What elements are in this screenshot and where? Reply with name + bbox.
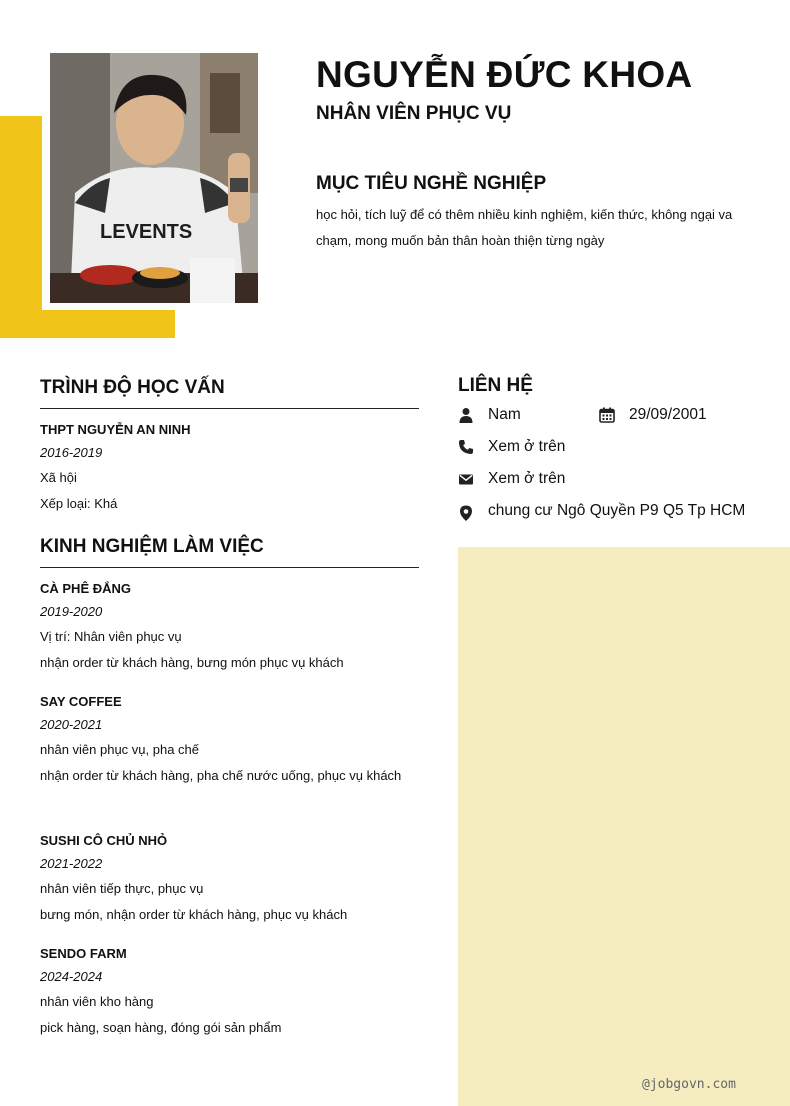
school-name: THPT NGUYỄN AN NINH xyxy=(40,422,191,437)
education-years: 2016-2019 xyxy=(40,445,103,460)
experience-detail: nhân viên phục vụ, pha chế xyxy=(40,742,200,757)
contact-email xyxy=(458,469,658,489)
experience-entry xyxy=(40,832,419,928)
mail-icon xyxy=(458,471,474,487)
profile-photo xyxy=(50,53,258,303)
experience-detail: bưng món, nhận order từ khách hàng, phục vụ khách xyxy=(40,907,348,922)
company-name: SUSHI CÔ CHỦ NHỎ xyxy=(40,833,168,848)
experience-years: 2019-2020 xyxy=(40,604,103,619)
experience-detail: nhận order từ khách hàng, pha chế nước uống, phục vụ khách xyxy=(40,768,402,783)
experience-years: 2020-2021 xyxy=(40,717,103,732)
experience-detail: Vị trí: Nhân viên phục vụ xyxy=(40,629,182,644)
location-pin-icon xyxy=(458,504,474,522)
education-heading: TRÌNH ĐỘ HỌC VẤN xyxy=(40,377,225,398)
candidate-name: NGUYỄN ĐỨC KHOA xyxy=(316,54,693,95)
experience-years: 2021-2022 xyxy=(40,856,103,871)
desired-position: NHÂN VIÊN PHỤC VỤ xyxy=(316,103,512,124)
education-detail: Xếp loại: Khá xyxy=(40,496,118,511)
watermark: @jobgovn.com xyxy=(642,1077,736,1092)
contact-gender xyxy=(458,405,588,425)
accent-bar-horizontal xyxy=(0,310,175,338)
objective-heading: MỤC TIÊU NGHỀ NGHIỆP xyxy=(316,173,547,194)
calendar-icon xyxy=(599,407,615,423)
experience-heading: KINH NGHIỆM LÀM VIỆC xyxy=(40,536,264,557)
company-name: CÀ PHÊ ĐẮNG xyxy=(40,581,132,596)
experience-detail: nhân viên kho hàng xyxy=(40,994,154,1009)
experience-entry xyxy=(40,580,419,676)
person-icon xyxy=(458,407,474,423)
objective-text: học hỏi, tích luỹ để có thêm nhiều kinh nghiệm, kiến thức, không ngại va chạm, mong muốn bản thân hoàn thiện từng ngày xyxy=(316,207,733,248)
experience-detail: nhân viên tiếp thực, phục vụ xyxy=(40,881,204,896)
contact-dob xyxy=(599,405,749,425)
education-divider xyxy=(40,408,419,409)
dob-value: 29/09/2001 xyxy=(629,406,707,423)
experience-entry xyxy=(40,693,419,789)
shirt-print: LEVENTS xyxy=(100,221,193,243)
experience-detail: pick hàng, soạn hàng, đóng gói sản phẩm xyxy=(40,1020,282,1035)
contact-address xyxy=(458,501,758,521)
phone-icon xyxy=(458,439,474,455)
experience-detail: nhận order từ khách hàng, bưng món phục vụ khách xyxy=(40,655,344,670)
experience-divider xyxy=(40,567,419,568)
education-detail: Xã hội xyxy=(40,470,77,485)
education-entry xyxy=(40,421,419,517)
company-name: SENDO FARM xyxy=(40,946,127,961)
contact-phone xyxy=(458,437,658,457)
experience-entry xyxy=(40,945,419,1041)
email-value: Xem ở trên xyxy=(488,470,566,487)
contact-heading: LIÊN HỆ xyxy=(458,375,533,396)
phone-value: Xem ở trên xyxy=(488,438,566,455)
experience-years: 2024-2024 xyxy=(40,969,103,984)
accent-bar-vertical xyxy=(0,116,42,338)
company-name: SAY COFFEE xyxy=(40,694,122,709)
address-value: chung cư Ngô Quyền P9 Q5 Tp HCM xyxy=(488,502,746,519)
gender-value: Nam xyxy=(488,406,521,423)
side-panel-background xyxy=(458,547,790,1106)
